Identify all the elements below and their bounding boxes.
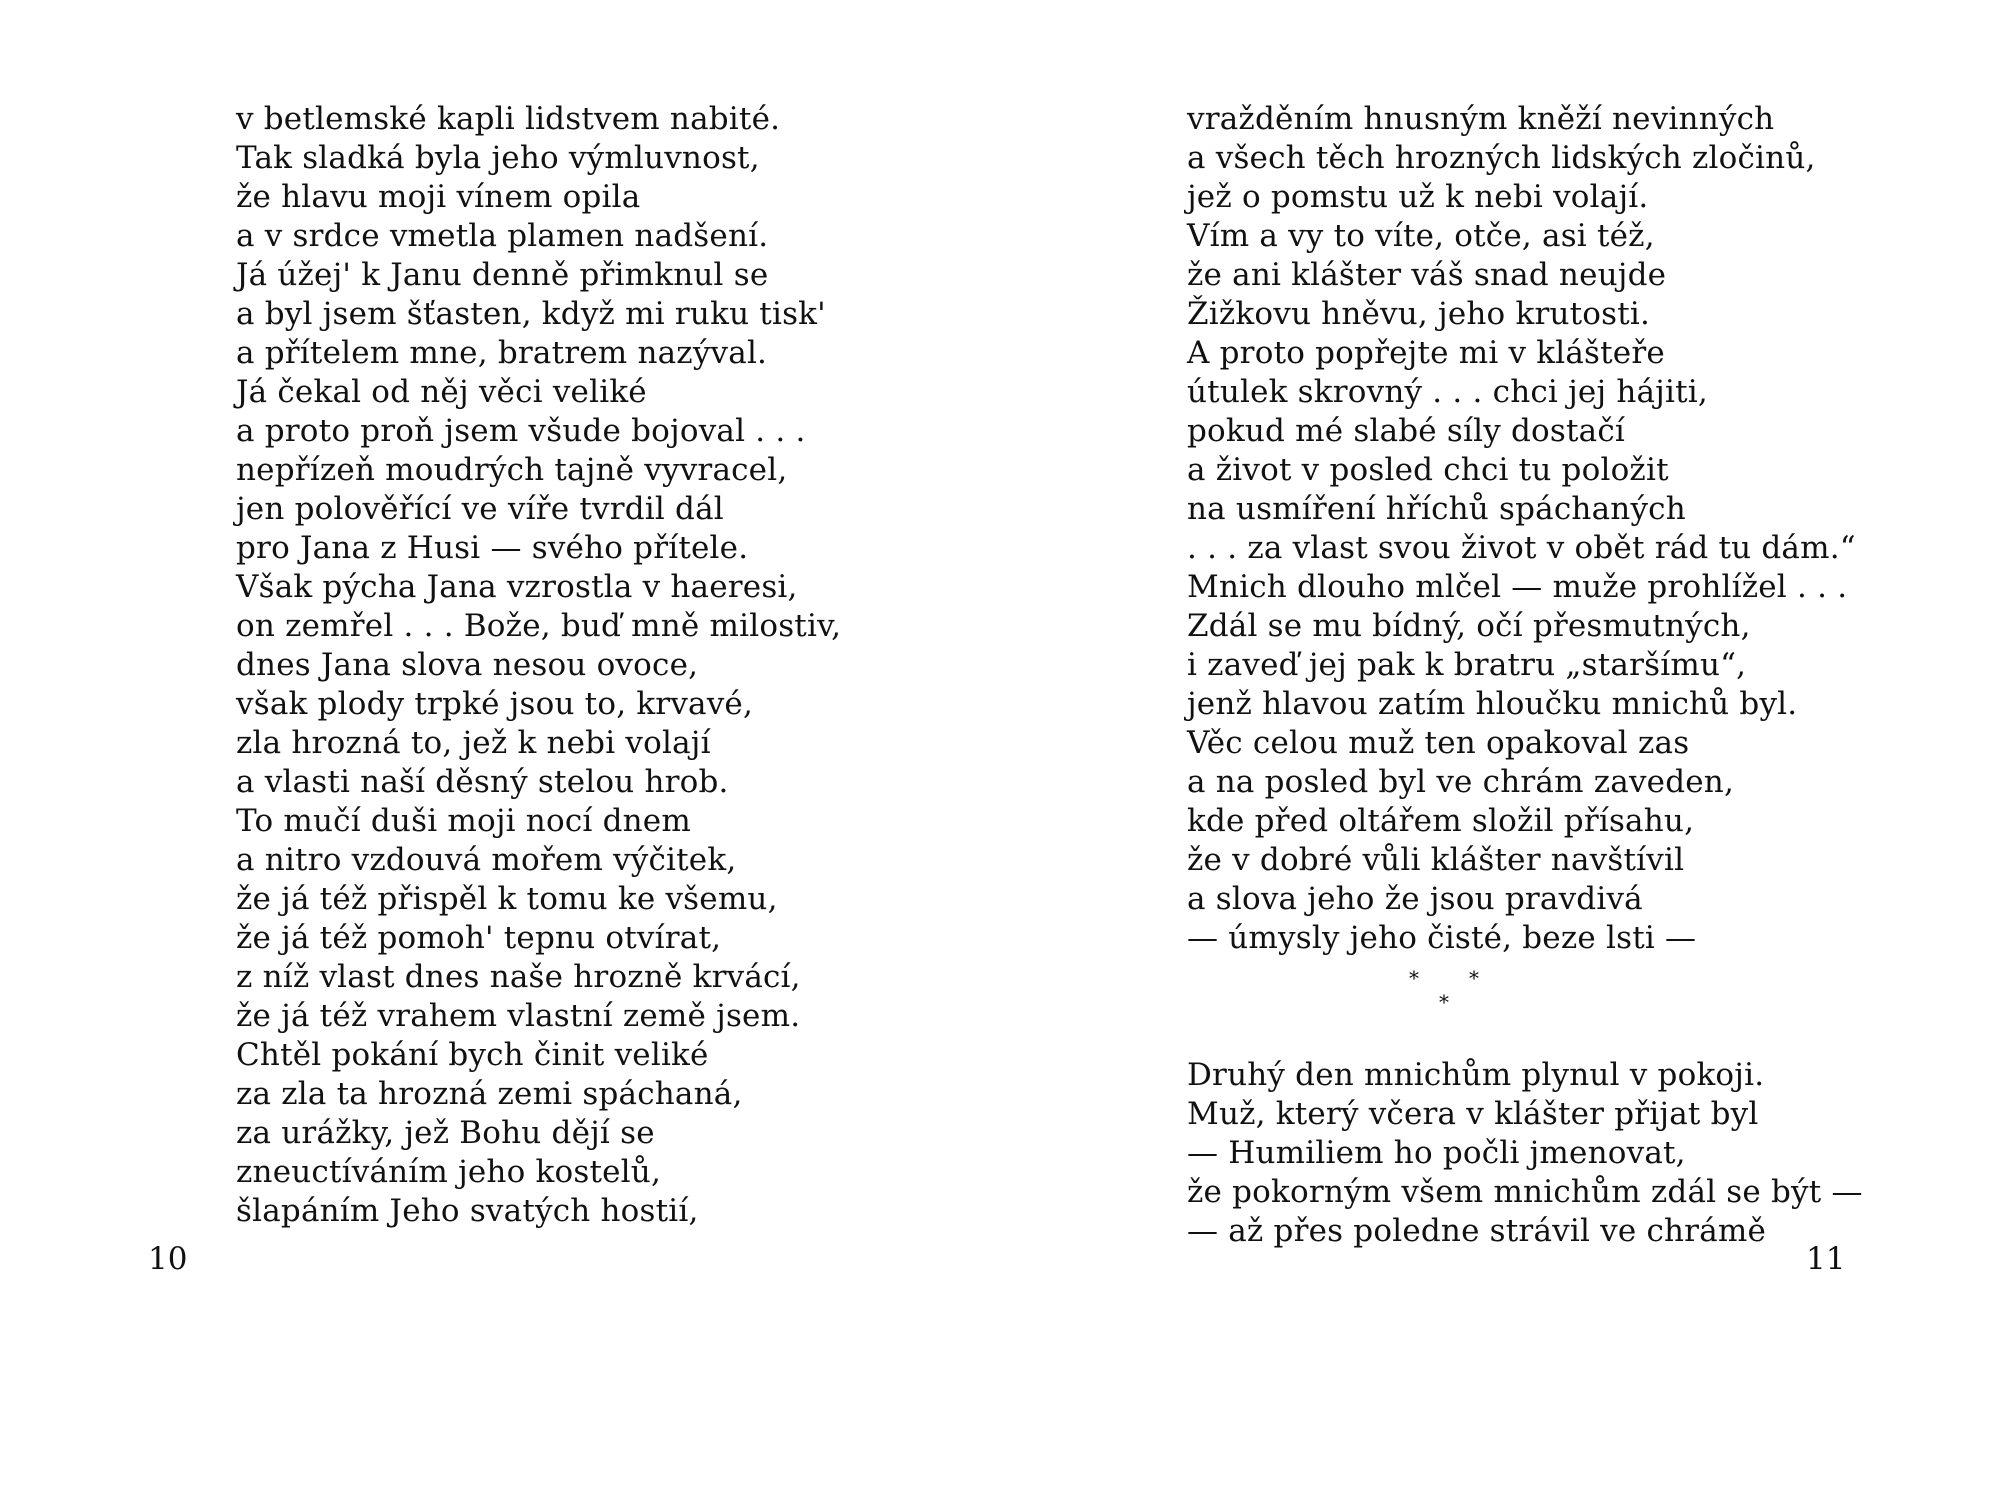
verse-line: — úmysly jeho čisté, beze lsti — [1187,920,1697,956]
verse-line: pokud mé slabé síly dostačí [1187,413,1626,449]
verse-line: — Humiliem ho počli jmenovat, [1187,1135,1686,1171]
verse-line: A proto popřejte mi v klášteře [1187,335,1665,371]
verse-line: a život v posled chci tu položit [1187,452,1669,488]
verse-line: a v srdce vmetla plamen nadšení. [236,218,769,254]
verse-line: Mnich dlouho mlčel — muže prohlížel . . . [1187,569,1848,605]
verse-line: z níž vlast dnes naše hrozně krvácí, [236,959,801,995]
verse-line: útulek skrovný . . . chci jej hájiti, [1187,374,1708,410]
verse-line: . . . za vlast svou život v obět rád tu dám.“ [1187,530,1856,566]
verse-line: a byl jsem šťasten, když mi ruku tisk' [236,296,826,332]
left-page-text [236,100,841,1231]
verse-line: že v dobré vůli klášter navštívil [1187,842,1685,878]
verse-line: že já též pomoh' tepnu otvírat, [236,920,722,956]
verse-line: i zaveď jej pak k bratru „staršímu“, [1187,647,1747,683]
verse-line: Zdál se mu bídný, očí přesmutných, [1187,608,1751,644]
verse-line: — až přes poledne strávil ve chrámě [1187,1213,1767,1249]
verse-line: Žižkovu hněvu, jeho krutosti. [1187,296,1651,332]
verse-line: za zla ta hrozná zemi spáchaná, [236,1076,743,1112]
verse-line: a vlasti naší děsný stelou hrob. [236,764,729,800]
verse-line: a slova jeho že jsou pravdivá [1187,881,1643,917]
verse-line: že já též vrahem vlastní země jsem. [236,998,801,1034]
verse-line: že ani klášter váš snad neujde [1187,257,1667,293]
right-stanza-before-break [1187,100,1863,958]
verse-line: Druhý den mnichům plynul v pokoji. [1187,1057,1765,1093]
verse-line: a proto proň jsem všude bojoval . . . [236,413,806,449]
verse-line: jen polověřící ve víře tvrdil dál [236,491,724,527]
verse-line: v betlemské kapli lidstvem nabité. [236,101,781,137]
verse-line: jež o pomstu už k nebi volají. [1187,179,1649,215]
verse-line: za urážky, jež Bohu dějí se [236,1115,655,1151]
verse-line: nepřízeň moudrých tajně vyvracel, [236,452,788,488]
verse-line: Muž, který včera v klášter přijat byl [1187,1096,1759,1132]
verse-line: kde před oltářem složil přísahu, [1187,803,1695,839]
verse-line: zla hrozná to, jež k nebi volají [236,725,711,761]
verse-line: na usmíření hříchů spáchaných [1187,491,1686,527]
verse-line: zneuctíváním jeho kostelů, [236,1154,662,1190]
verse-line: jenž hlavou zatím hloučku mnichů byl. [1187,686,1798,722]
verse-line: a přítelem mne, bratrem nazýval. [236,335,768,371]
verse-line: však plody trpké jsou to, krvavé, [236,686,754,722]
verse-line: dnes Jana slova nesou ovoce, [236,647,699,683]
right-page [1000,0,2000,1500]
page-number-right: 11 [1806,1241,1846,1277]
verse-line: Chtěl pokání bych činit veliké [236,1037,709,1073]
verse-line: Vím a vy to víte, otče, asi též, [1187,218,1655,254]
verse-line: vražděním hnusným kněží nevinných [1187,101,1775,137]
verse-line: Věc celou muž ten opakoval zas [1187,725,1690,761]
right-page-text [1187,100,1863,1251]
asterism-star: * [1439,990,1449,1014]
verse-line: že pokorným všem mnichům zdál se být — [1187,1174,1863,1210]
verse-line: Já čekal od něj věci veliké [236,374,647,410]
verse-line: Já úžej' k Janu denně přimknul se [236,257,769,293]
right-stanza-after-break [1187,1056,1863,1251]
verse-line: Tak sladká byla jeho výmluvnost, [236,140,760,176]
verse-line: on zemřel . . . Bože, buď mně milostiv, [236,608,842,644]
verse-line: a na posled byl ve chrám zaveden, [1187,764,1735,800]
verse-line: pro Jana z Husi — svého přítele. [236,530,749,566]
verse-line: šlapáním Jeho svatých hostií, [236,1193,699,1229]
verse-line: a nitro vzdouvá mořem výčitek, [236,842,737,878]
section-break-asterism [1187,958,1487,1036]
asterism-star: * [1469,966,1479,990]
verse-line: Však pýcha Jana vzrostla v haeresi, [236,569,798,605]
page-number-left: 10 [148,1241,188,1277]
verse-line: a všech těch hrozných lidských zločinů, [1187,140,1816,176]
asterism-star: * [1409,966,1419,990]
verse-line: že hlavu moji vínem opila [236,179,641,215]
verse-line: že já též přispěl k tomu ke všemu, [236,881,778,917]
verse-line: To mučí duši moji nocí dnem [236,803,691,839]
